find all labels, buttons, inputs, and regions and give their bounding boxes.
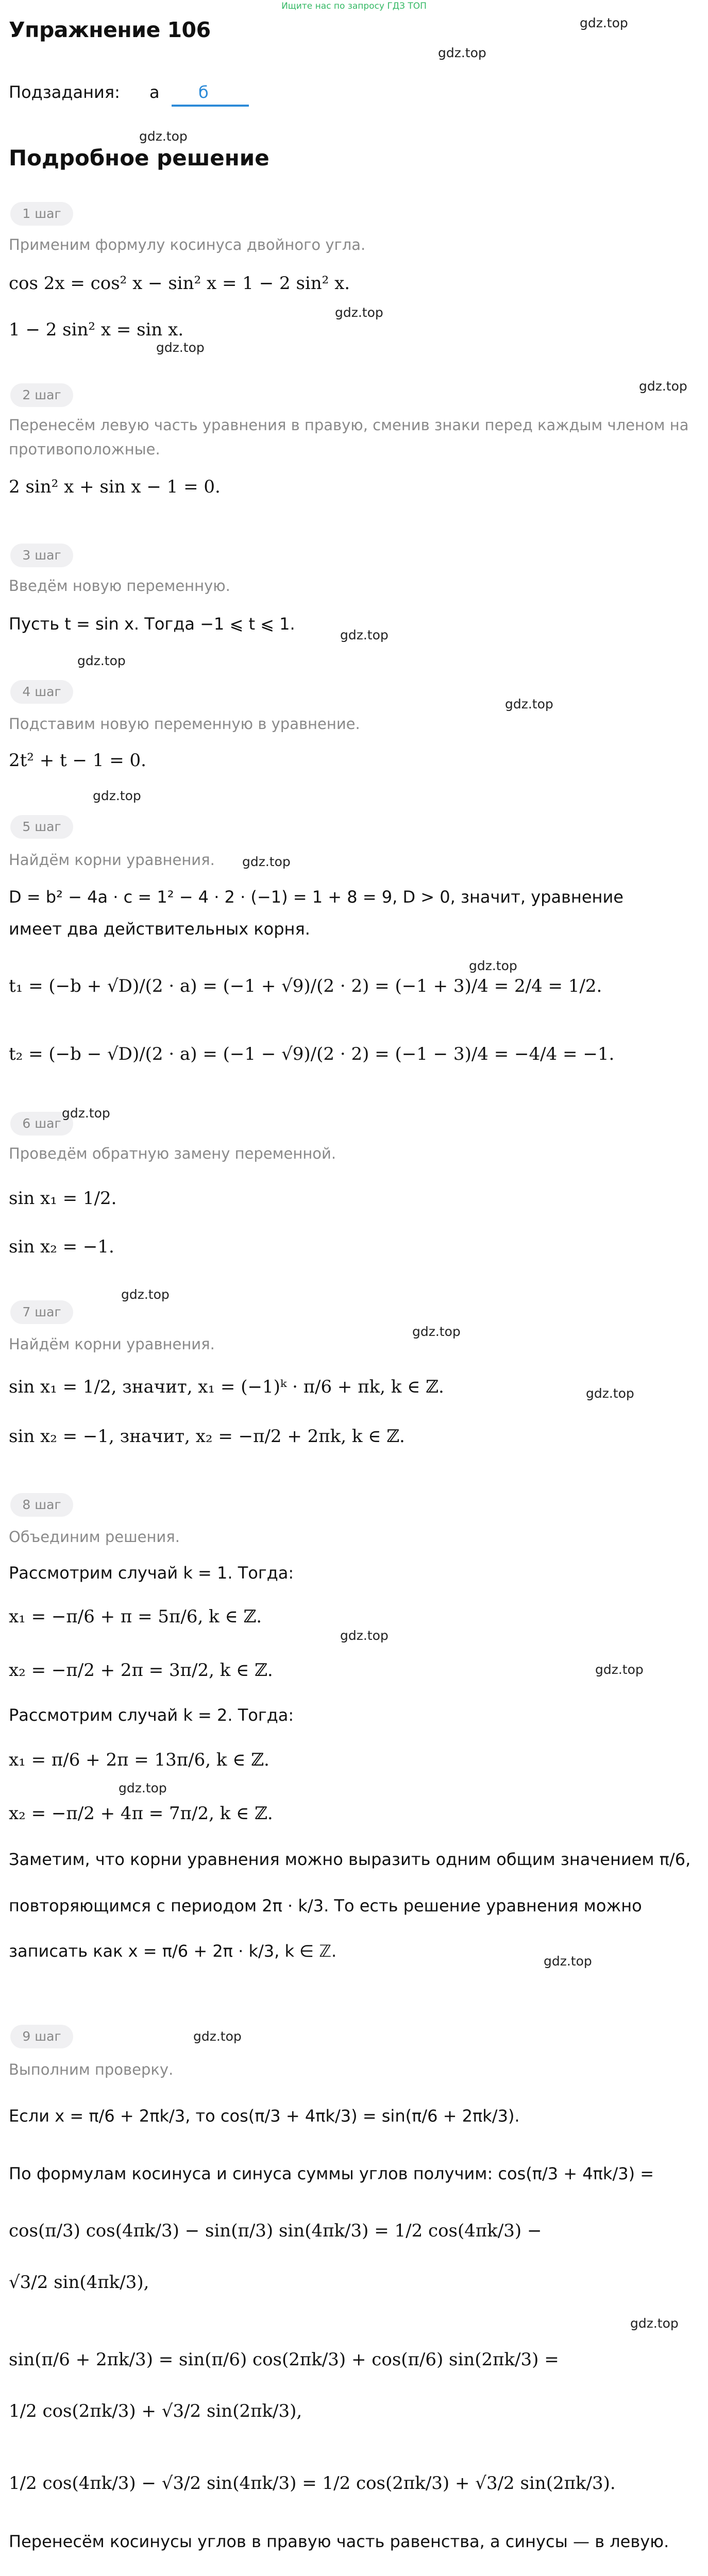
watermark: gdz.top [595,1662,644,1677]
step-8-hint: Объединим решения. [9,1528,180,1546]
step-9-line: Перенесём косинусы углов в правую часть равенства, а синусы — в левую. [9,2532,669,2551]
watermark: gdz.top [335,305,383,320]
watermark: gdz.top [586,1386,634,1401]
step-4-hint: Подставим новую переменную в уравнение. [9,715,360,733]
step-5-note: имеет два действительных корня. [9,919,310,939]
step-8-badge: 8 шаг [10,1493,73,1517]
tab-a[interactable]: а [149,82,160,102]
watermark: gdz.top [242,854,291,869]
step-7-hint: Найдём корни уравнения. [9,1335,215,1353]
watermark: gdz.top [544,1954,592,1969]
watermark: gdz.top [505,697,553,711]
watermark: gdz.top [340,628,389,642]
step-6-eq-2: sin x₂ = −1. [9,1236,114,1257]
watermark: gdz.top [412,1324,461,1339]
watermark: gdz.top [77,653,126,668]
watermark: gdz.top [340,1628,389,1643]
step-8-case-2-x1: x₁ = π/6 + 2π = 13π/6, k ∈ ℤ. [9,1750,269,1770]
step-1-badge: 1 шаг [10,202,73,226]
solution-heading: Подробное решение [9,145,269,171]
step-9-line: Если x = π/6 + 2πk/3, то cos(π/3 + 4πk/3) = sin(π/6 + 2πk/3). [9,2106,520,2126]
step-9-line: √3/2 sin(4πk/3), [9,2272,149,2293]
step-9-line: По формулам косинуса и синуса суммы углов получим: cos(π/3 + 4πk/3) = [9,2164,654,2183]
step-5-root-2: t₂ = (−b − √D)/(2 · a) = (−1 − √9)/(2 · 2) = (−1 − 3)/4 = −4/4 = −1. [9,1044,615,1064]
watermark: gdz.top [139,129,188,144]
step-2-equation: 2 sin² x + sin x − 1 = 0. [9,477,221,497]
step-1-formula: cos 2x = cos² x − sin² x = 1 − 2 sin² x. [9,273,350,294]
step-9-badge: 9 шаг [10,2025,73,2048]
step-2-hint: противоположные. [9,440,160,458]
watermark: gdz.top [156,340,205,355]
step-2-badge: 2 шаг [10,383,73,407]
watermark: gdz.top [438,45,486,60]
watermark: gdz.top [580,15,628,30]
step-3-badge: 3 шаг [10,544,73,567]
step-9-hint: Выполним проверку. [9,2061,174,2078]
step-8-note: повторяющимся с периодом 2π · k/3. То есть решение уравнения можно [9,1896,642,1916]
step-5-badge: 5 шаг [10,815,73,839]
step-3-substitution: Пусть t = sin x. Тогда −1 ⩽ t ⩽ 1. [9,614,295,634]
step-5-discriminant: D = b² − 4a · c = 1² − 4 · 2 · (−1) = 1 + 8 = 9, D > 0, значит, уравнение [9,887,623,907]
step-9-line: 1/2 cos(2πk/3) + √3/2 sin(2πk/3), [9,2401,302,2421]
watermark: gdz.top [93,788,141,803]
step-5-root-1: t₁ = (−b + √D)/(2 · a) = (−1 + √9)/(2 · 2) = (−1 + 3)/4 = 2/4 = 1/2. [9,976,602,996]
watermark: gdz.top [630,2316,679,2331]
watermark: gdz.top [469,958,517,973]
step-1-equation: 1 − 2 sin² x = sin x. [9,319,184,340]
step-9-line: cos(π/3) cos(4πk/3) − sin(π/3) sin(4πk/3) = 1/2 cos(4πk/3) − [9,2221,542,2241]
step-8-case-1-x1: x₁ = −π/6 + π = 5π/6, k ∈ ℤ. [9,1606,262,1627]
watermark: gdz.top [119,1781,167,1795]
step-4-equation: 2t² + t − 1 = 0. [9,750,146,771]
subtasks-label: Подзадания: [9,82,120,102]
active-tab-underline [172,105,249,107]
step-8-case-1-x2: x₂ = −π/2 + 2π = 3π/2, k ∈ ℤ. [9,1660,273,1681]
step-6-hint: Проведём обратную замену переменной. [9,1145,336,1162]
step-9-line: sin(π/6 + 2πk/3) = sin(π/6) cos(2πk/3) + cos(π/6) sin(2πk/3) = [9,2349,559,2370]
step-7-badge: 7 шаг [10,1300,73,1324]
step-5-hint: Найдём корни уравнения. [9,851,215,869]
step-7-eq-1: sin x₁ = 1/2, значит, x₁ = (−1)ᵏ · π/6 + πk, k ∈ ℤ. [9,1377,444,1397]
step-8-note: Заметим, что корни уравнения можно выразить одним общим значением π/6, [9,1850,691,1869]
step-3-hint: Введём новую переменную. [9,577,230,595]
page-title: Упражнение 106 [9,18,211,42]
step-7-eq-2: sin x₂ = −1, значит, x₂ = −π/2 + 2πk, k ∈ ℤ. [9,1426,405,1447]
step-6-eq-1: sin x₁ = 1/2. [9,1188,117,1209]
watermark: gdz.top [193,2029,242,2044]
step-2-hint: Перенесём левую часть уравнения в правую, сменив знаки перед каждым членом на [9,416,689,434]
search-hint-link[interactable]: Ищите нас по запросу ГДЗ ТОП [281,1,427,11]
step-8-case-1: Рассмотрим случай k = 1. Тогда: [9,1563,294,1583]
step-8-note: записать как x = π/6 + 2π · k/3, k ∈ ℤ. [9,1941,337,1961]
step-8-case-2: Рассмотрим случай k = 2. Тогда: [9,1705,294,1725]
watermark: gdz.top [62,1106,110,1121]
step-9-line: 1/2 cos(4πk/3) − √3/2 sin(4πk/3) = 1/2 cos(2πk/3) + √3/2 sin(2πk/3). [9,2473,616,2494]
watermark: gdz.top [121,1287,170,1302]
tab-b[interactable]: б [198,82,209,102]
step-4-badge: 4 шаг [10,680,73,704]
step-1-hint: Применим формулу косинуса двойного угла. [9,236,366,253]
step-8-case-2-x2: x₂ = −π/2 + 4π = 7π/2, k ∈ ℤ. [9,1803,273,1824]
step-6-badge: 6 шаг [10,1112,73,1136]
watermark: gdz.top [639,379,687,394]
